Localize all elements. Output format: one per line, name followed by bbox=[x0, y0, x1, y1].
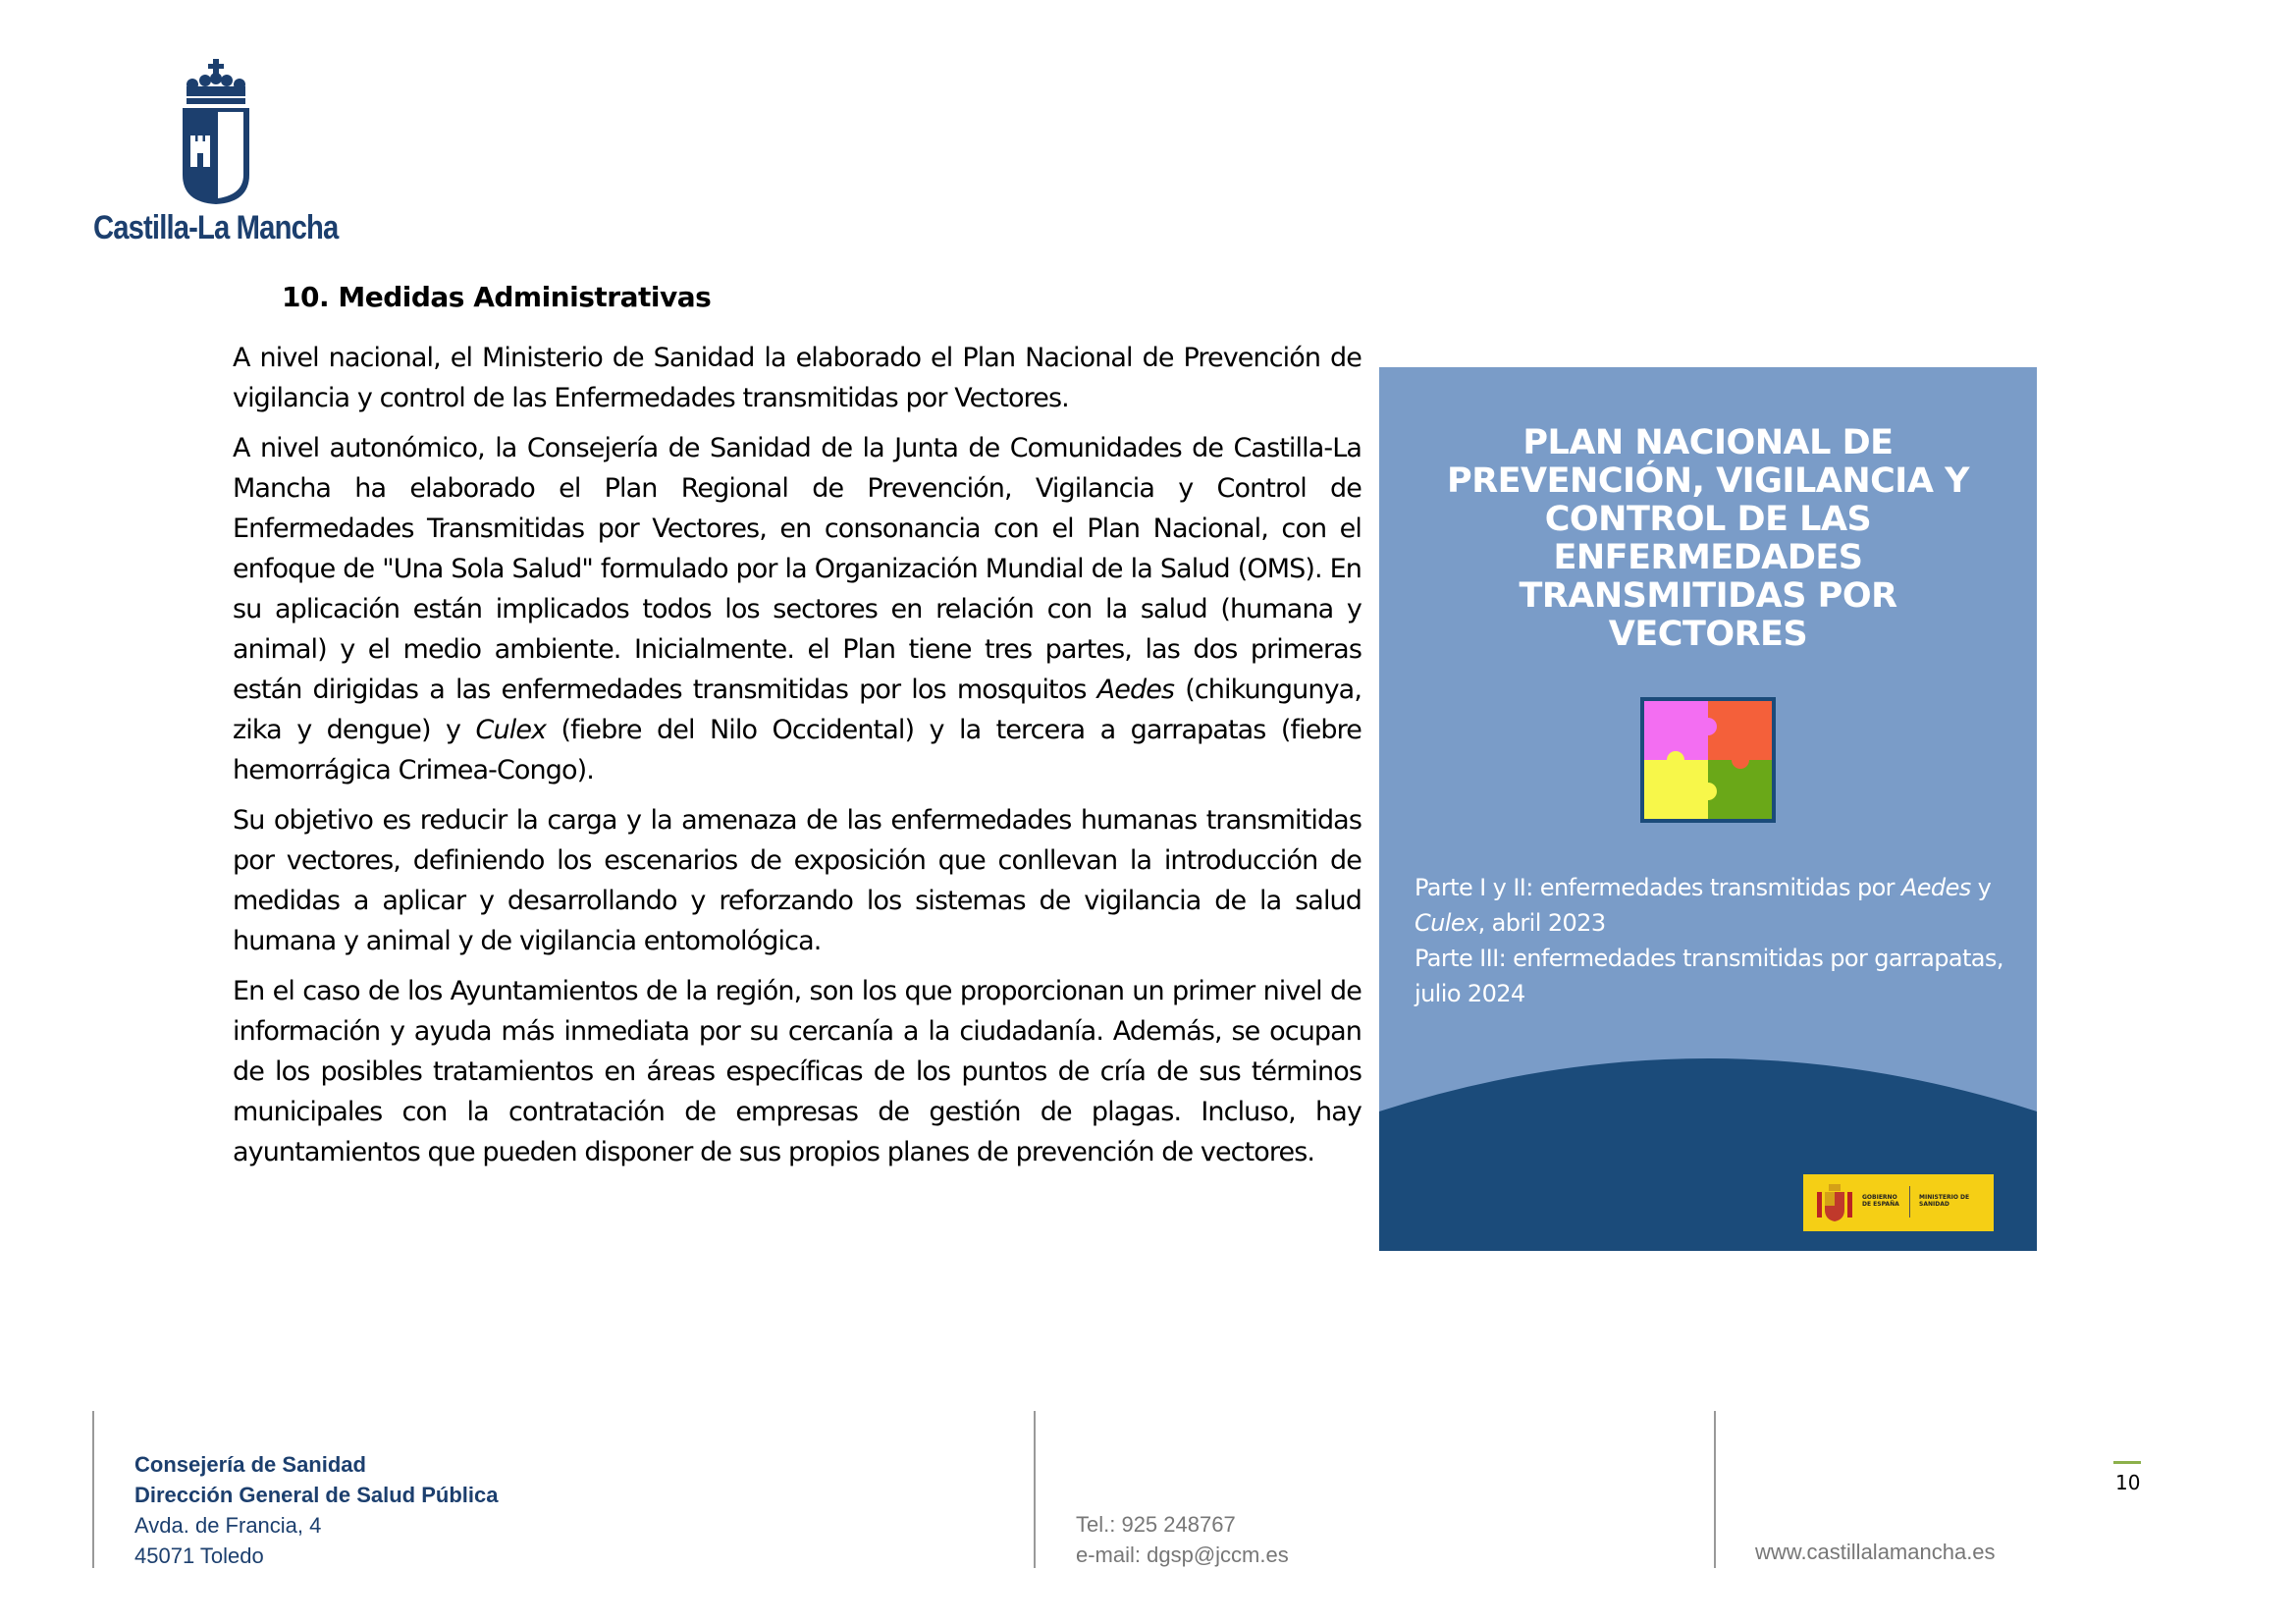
footer-divider bbox=[1714, 1411, 1716, 1568]
footer-divider bbox=[1034, 1411, 1036, 1568]
footer-department: Dirección General de Salud Pública bbox=[134, 1483, 499, 1507]
footer-street: Avda. de Francia, 4 bbox=[134, 1513, 322, 1538]
paragraph-text: A nivel autonómico, la Consejería de Sanidad de la Junta de Comunidades de Castilla-La Mancha ha elaborado el Plan Regional de Prevención, Vigilancia y Control de Enfermedades Transmitidas por Vectores, en consonancia con el Plan Nacional, con el enfoque de "Una Sola Salud" formulado por la Organización Mundial de la Salud (OMS). En su aplicación están implicados todos los sectores en relación con la salud (humana y animal) y el medio ambiente. Inicialmente. el Plan tiene tres partes, las dos primeras están dirigidas a las enfermedades transmitidas por los mosquitos bbox=[233, 433, 1362, 705]
cover-culex-italic: Culex bbox=[1415, 909, 1478, 937]
gobierno-label: GOBIERNO DE ESPAÑA bbox=[1862, 1194, 1899, 1208]
aedes-italic: Aedes bbox=[1096, 675, 1175, 705]
footer-email[interactable]: e-mail: dgsp@jccm.es bbox=[1076, 1543, 1289, 1567]
cover-title-line: TRANSMITIDAS POR bbox=[1519, 576, 1897, 616]
page-number-accent bbox=[2113, 1461, 2141, 1464]
footer-city: 45071 Toledo bbox=[134, 1543, 264, 1568]
page-number: 10 bbox=[2115, 1471, 2141, 1494]
cover-title-line: CONTROL DE LAS bbox=[1544, 500, 1872, 539]
cover-title-line: ENFERMEDADES bbox=[1553, 538, 1863, 577]
cover-title-line: VECTORES bbox=[1608, 615, 1808, 654]
cover-subtitle-line-1 bbox=[1415, 870, 2013, 941]
footer-org: Consejería de Sanidad bbox=[134, 1452, 366, 1477]
culex-italic: Culex bbox=[475, 715, 547, 745]
footer-website-link[interactable]: www.castillalamancha.es bbox=[1755, 1540, 1996, 1564]
cover-subtitle-line-2: Parte III: enfermedades transmitidas por garrapatas, julio 2024 bbox=[1415, 945, 2003, 1007]
gobierno-ministerio-logo bbox=[1803, 1174, 1994, 1231]
crown-castle-emblem-icon bbox=[179, 59, 253, 206]
cover-text: Parte I y II: enfermedades transmitidas por bbox=[1415, 874, 1901, 901]
ministerio-label: MINISTERIO DE SANIDAD bbox=[1919, 1194, 1970, 1208]
footer-address-block bbox=[134, 1449, 498, 1571]
coat-of-arms-icon bbox=[1815, 1182, 1854, 1223]
paragraph-text: (fiebre del Nilo Occidental) y la tercera a garrapatas (fiebre hemorrágica Crimea-Congo). bbox=[233, 715, 1362, 785]
puzzle-icon bbox=[1640, 697, 1776, 823]
body-text bbox=[233, 338, 1362, 1182]
footer-phone: Tel.: 925 248767 bbox=[1076, 1512, 1236, 1537]
cover-subtitle bbox=[1415, 870, 2013, 1011]
cover-aedes-italic: Aedes bbox=[1900, 874, 1971, 901]
paragraph-national-plan: A nivel nacional, el Ministerio de Sanidad la elaborado el Plan Nacional de Prevención de vigilancia y control de las Enfermedades transmitidas por Vectores. bbox=[233, 343, 1362, 413]
cover-title-line: PREVENCIÓN, VIGILANCIA Y bbox=[1447, 461, 1969, 501]
footer-divider bbox=[92, 1411, 94, 1568]
footer-contact-block bbox=[1076, 1509, 1289, 1570]
section-heading: 10. Medidas Administrativas bbox=[282, 281, 712, 313]
paragraph-ayuntamientos: En el caso de los Ayuntamientos de la región, son los que proporcionan un primer nivel de información y ayuda más inmediata por su cercanía a la ciudadanía. Además, se ocupan de los posibles tratamientos en áreas específicas de los puntos de cría de sus términos municipales con la contratación de empresas de gestión de plagas. Incluso, hay ayuntamientos que pueden disponer de sus propios planes de prevención de vectores. bbox=[233, 976, 1362, 1167]
gov-logo-divider bbox=[1909, 1186, 1910, 1218]
logo-wordmark: Castilla-La Mancha bbox=[93, 209, 339, 246]
paragraph-objective: Su objetivo es reducir la carga y la amenaza de las enfermedades humanas transmitidas por vectores, definiendo los escenarios de exposición que conllevan la introducción de medidas a aplicar y desarrollando y reforzando los sistemas de vigilancia de la salud humana y animal y de vigilancia entomológica. bbox=[233, 805, 1362, 956]
castilla-la-mancha-logo bbox=[88, 59, 353, 255]
cover-title-line: PLAN NACIONAL DE bbox=[1522, 423, 1894, 462]
paragraph-text: (chikungunya, zika y dengue) y bbox=[233, 675, 1362, 745]
cover-text: , abril 2023 bbox=[1477, 909, 1606, 937]
cover-text: y bbox=[1970, 874, 1992, 901]
plan-cover-image bbox=[1379, 367, 2037, 1251]
cover-title bbox=[1418, 424, 1998, 654]
paragraph-regional-plan bbox=[233, 428, 1362, 790]
